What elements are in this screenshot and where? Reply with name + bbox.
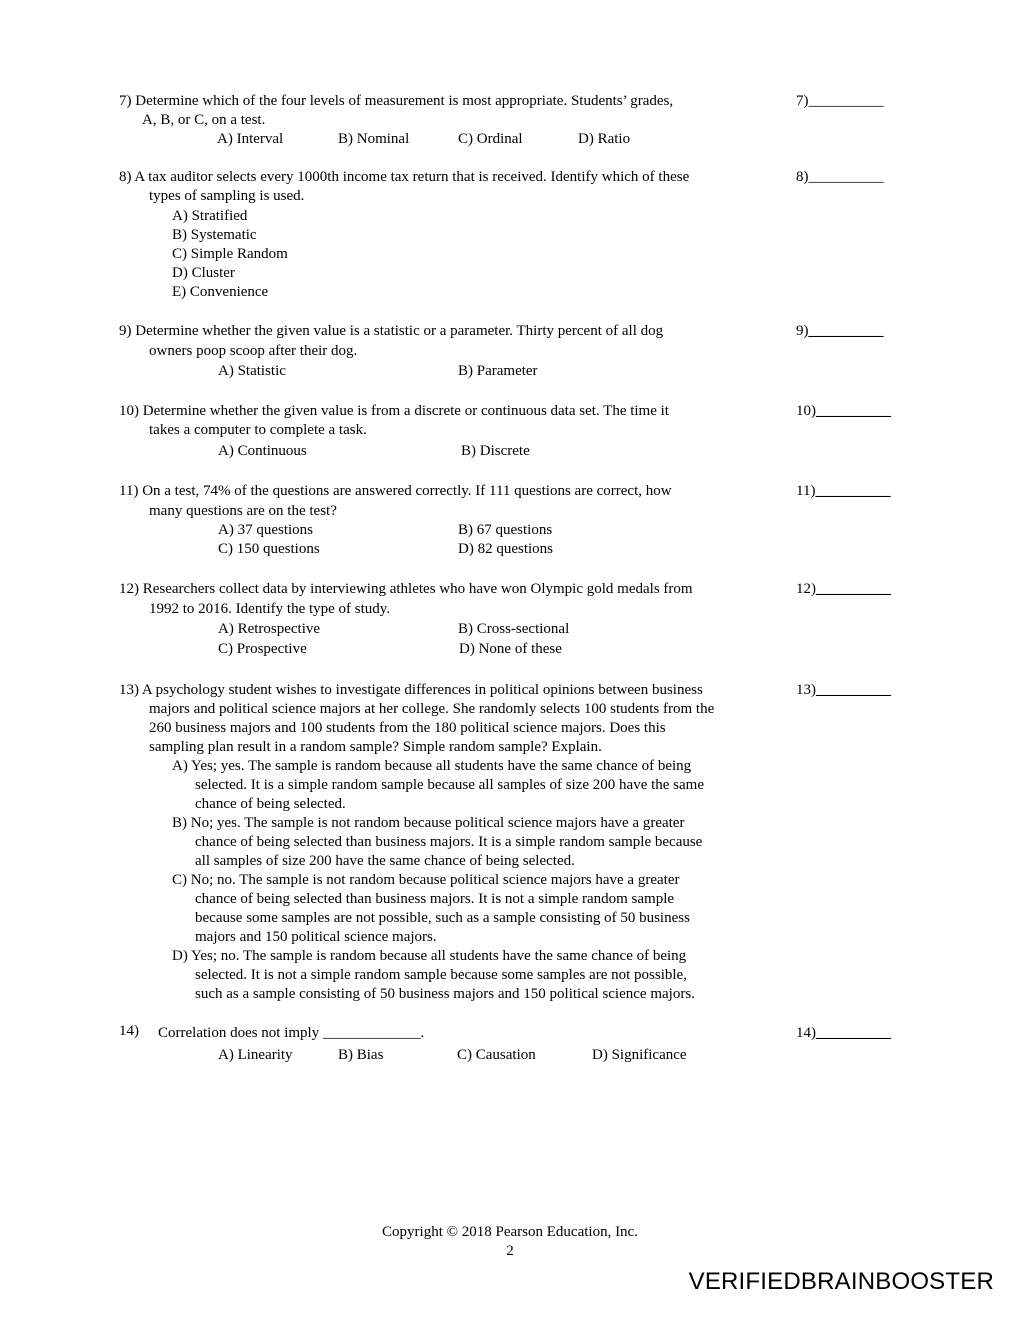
q11-choice-c: C) 150 questions xyxy=(218,541,320,557)
q12-choice-c: C) Prospective xyxy=(218,641,307,657)
q7-stem-line-2: A, B, or C, on a test. xyxy=(142,112,266,128)
q14-choice-c: C) Causation xyxy=(457,1047,536,1063)
q11-stem-line-2: many questions are on the test? xyxy=(149,503,337,519)
q13-choice-d-line-1: D) Yes; no. The sample is random because all students have the same chance of being xyxy=(172,948,687,964)
q9-answer-line: __________ xyxy=(808,323,884,339)
q12-choice-d: D) None of these xyxy=(459,641,562,657)
q11-answer-number: 11) xyxy=(796,483,816,499)
q13-answer-blank xyxy=(796,681,891,700)
q13-choice-b-line-3: all samples of size 200 have the same chance of being selected. xyxy=(195,853,575,869)
q8-choice-e: E) Convenience xyxy=(172,284,269,300)
q12-choice-a: A) Retrospective xyxy=(218,621,321,637)
q13-choice-d-line-3: such as a sample consisting of 50 business majors and 150 political science majors. xyxy=(195,986,695,1002)
q11-answer-line: __________ xyxy=(815,483,891,499)
q9-answer-number: 9) xyxy=(796,323,809,339)
q10-answer-number: 10) xyxy=(796,403,816,419)
q13-choice-b-line-2: chance of being selected than business majors. It is a simple random sample because xyxy=(195,834,703,850)
q13-choice-c-line-4: majors and 150 political science majors. xyxy=(195,929,437,945)
q13-stem-line-3: 260 business majors and 100 students from the 180 political science majors. Does this xyxy=(149,720,666,736)
q9-stem-line-1: 9) Determine whether the given value is a statistic or a parameter. Thirty percent of all dog xyxy=(119,323,664,339)
q14-stem: Correlation does not imply _____________. xyxy=(158,1025,425,1041)
q8-choice-a: A) Stratified xyxy=(172,208,248,224)
q12-stem-line-1: 12) Researchers collect data by interviewing athletes who have won Olympic gold medals from xyxy=(119,581,693,597)
q7-answer-blank: 7)__________ xyxy=(796,93,884,109)
q7-choice-a: A) Interval xyxy=(217,131,284,147)
q12-answer-number: 12) xyxy=(796,581,816,597)
q12-choice-b: B) Cross-sectional xyxy=(458,621,570,637)
q13-answer-number: 13) xyxy=(796,682,816,698)
q8-stem-line-1: 8) A tax auditor selects every 1000th income tax return that is received. Identify which of these xyxy=(119,169,690,185)
q13-stem-line-1: 13) A psychology student wishes to investigate differences in political opinions between business xyxy=(119,682,703,698)
q10-answer-line: __________ xyxy=(816,403,891,419)
q9-stem-line-2: owners poop scoop after their dog. xyxy=(149,343,358,359)
q8-answer-blank: 8)__________ xyxy=(796,169,884,185)
q10-stem-line-2: takes a computer to complete a task. xyxy=(149,422,367,438)
q11-choice-b: B) 67 questions xyxy=(458,522,553,538)
q9-choice-a: A) Statistic xyxy=(218,363,286,379)
q8-choice-c: C) Simple Random xyxy=(172,246,288,262)
q11-stem-line-1: 11) On a test, 74% of the questions are answered correctly. If 111 questions are correct, how xyxy=(119,483,672,499)
q7-choice-b: B) Nominal xyxy=(338,131,410,147)
q12-stem-line-2: 1992 to 2016. Identify the type of study. xyxy=(149,601,391,617)
q13-choice-b-line-1: B) No; yes. The sample is not random because political science majors have a greater xyxy=(172,815,685,831)
q11-choice-d: D) 82 questions xyxy=(458,541,553,557)
q13-stem-line-4: sampling plan result in a random sample? Simple random sample? Explain. xyxy=(149,739,602,755)
q13-choice-d-line-2: selected. It is not a simple random sample because some samples are not possible, xyxy=(195,967,687,983)
q12-answer-blank xyxy=(796,580,891,599)
page-number: 2 xyxy=(506,1243,514,1259)
q13-choice-c-line-3: because some samples are not possible, such as a sample consisting of 50 business xyxy=(195,910,690,926)
q14-answer-line: __________ xyxy=(816,1025,891,1041)
q13-choice-c-line-1: C) No; no. The sample is not random because political science majors have a greater xyxy=(172,872,680,888)
q11-choice-a: A) 37 questions xyxy=(218,522,313,538)
q7-choice-c: C) Ordinal xyxy=(458,131,523,147)
q12-answer-line: __________ xyxy=(816,581,891,597)
q13-choice-a-line-1: A) Yes; yes. The sample is random because all students have the same chance of being xyxy=(172,758,692,774)
q14-answer-blank xyxy=(796,1024,891,1043)
q7-choice-d: D) Ratio xyxy=(578,131,631,147)
q14-number: 14) xyxy=(119,1023,139,1039)
q13-answer-line: __________ xyxy=(816,682,891,698)
q13-choice-a-line-2: selected. It is a simple random sample because all samples of size 200 have the same xyxy=(195,777,704,793)
watermark: VERIFIEDBRAINBOOSTER xyxy=(688,1268,994,1295)
copyright-notice: Copyright © 2018 Pearson Education, Inc. xyxy=(382,1224,638,1240)
q10-stem-line-1: 10) Determine whether the given value is from a discrete or continuous data set. The time it xyxy=(119,403,669,419)
q14-choice-a: A) Linearity xyxy=(218,1047,293,1063)
q10-choice-b: B) Discrete xyxy=(461,443,530,459)
q10-answer-blank xyxy=(796,402,891,421)
q13-choice-c-line-2: chance of being selected than business majors. It is not a simple random sample xyxy=(195,891,675,907)
q13-stem-line-2: majors and political science majors at her college. She randomly selects 100 students from the xyxy=(149,701,715,717)
q14-answer-number: 14) xyxy=(796,1025,816,1041)
q8-stem-line-2: types of sampling is used. xyxy=(149,188,305,204)
q14-choice-d: D) Significance xyxy=(592,1047,687,1063)
q14-choice-b: B) Bias xyxy=(338,1047,384,1063)
q8-choice-b: B) Systematic xyxy=(172,227,257,243)
q7-stem-line-1: 7) Determine which of the four levels of measurement is most appropriate. Students’ grades, xyxy=(119,93,674,109)
q13-choice-a-line-3: chance of being selected. xyxy=(195,796,346,812)
q11-answer-blank xyxy=(796,482,890,501)
q9-choice-b: B) Parameter xyxy=(458,363,538,379)
q10-choice-a: A) Continuous xyxy=(218,443,307,459)
q9-answer-blank xyxy=(796,322,884,341)
q8-choice-d: D) Cluster xyxy=(172,265,235,281)
